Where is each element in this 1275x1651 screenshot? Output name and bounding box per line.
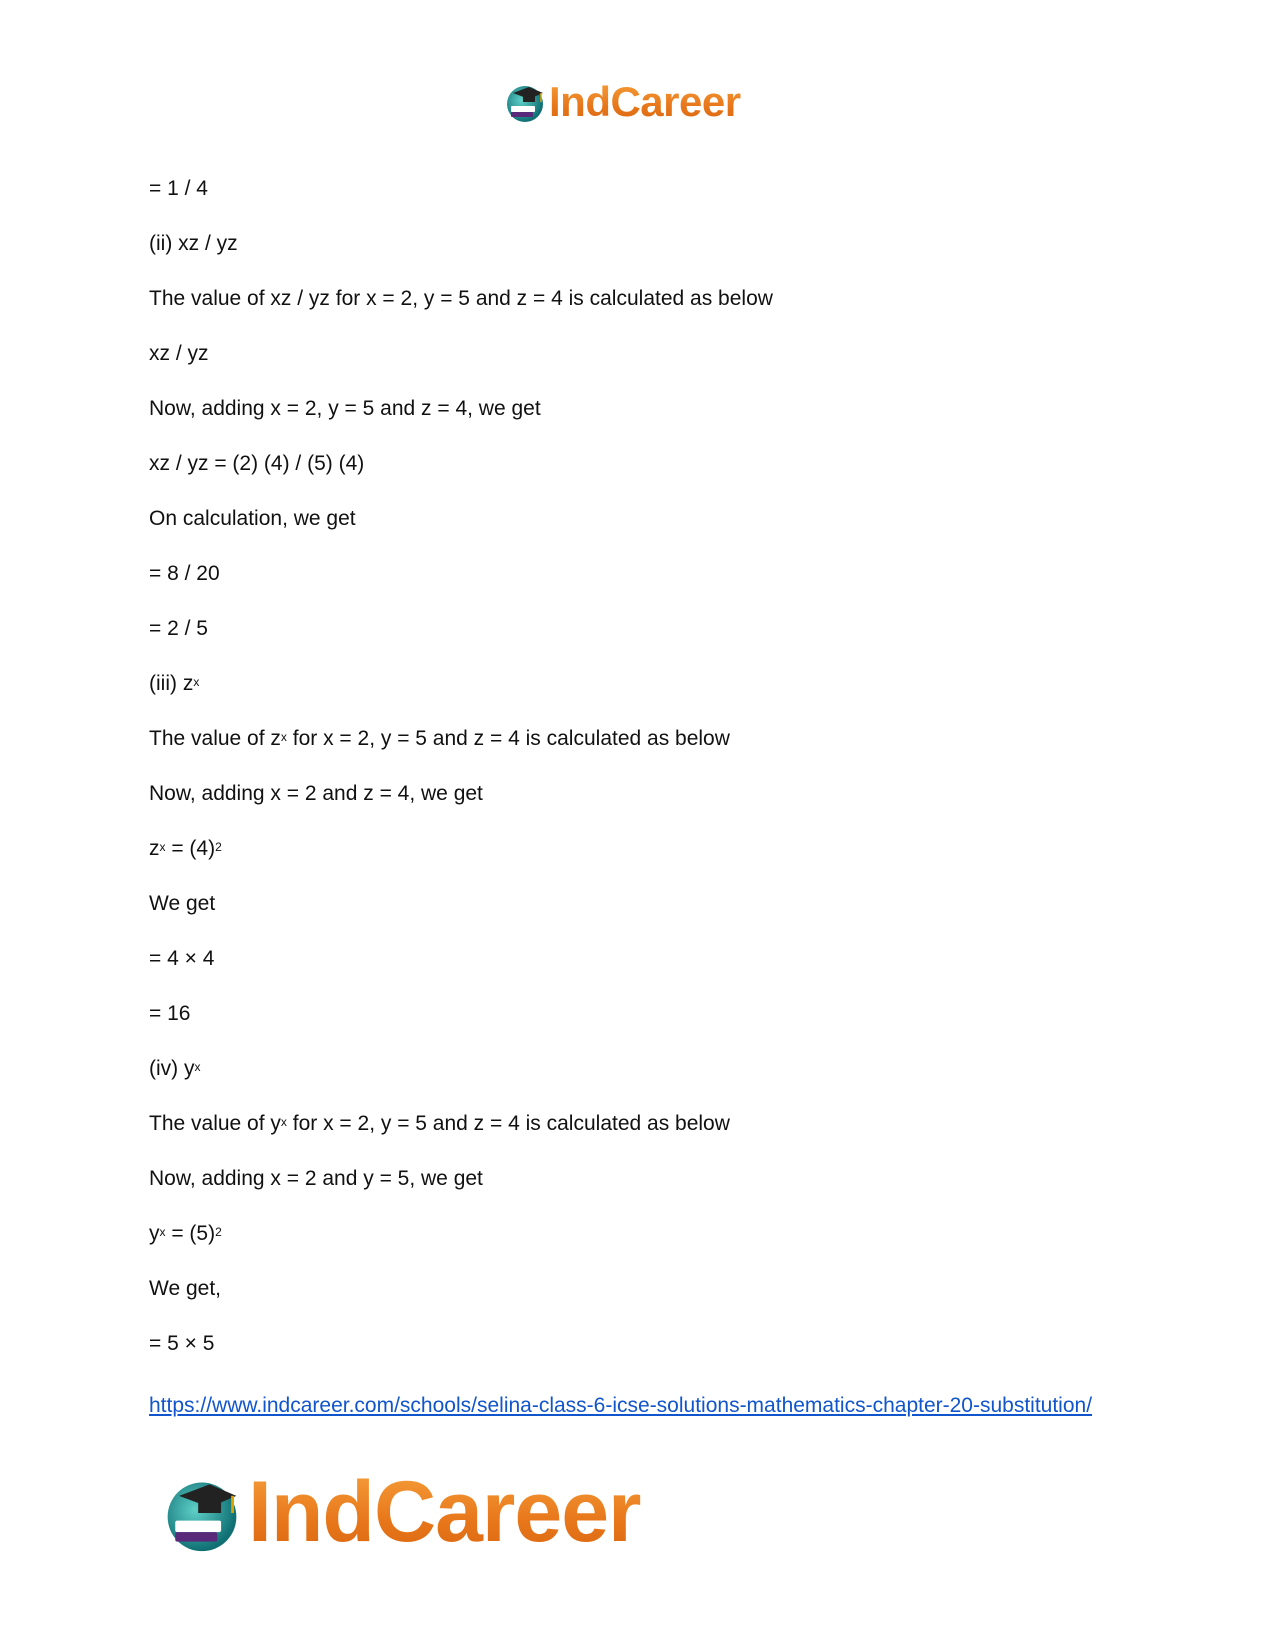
text-line: The value of xz / yz for x = 2, y = 5 and z = 4 is calculated as below — [149, 287, 773, 310]
superscript: x — [280, 1115, 287, 1129]
text-line: $z^x = (4)^2$ — [149, 837, 222, 860]
text-line: = 1 / 4 — [149, 177, 208, 200]
text-line: (iv) $y^x$ — [149, 1057, 201, 1080]
superscript: x — [193, 675, 200, 689]
text-line: = 2 / 5 — [149, 617, 208, 640]
text-line: Now, adding x = 2 and z = 4, we get — [149, 782, 483, 805]
source-link[interactable]: https://www.indcareer.com/schools/selina-class-6-icse-solutions-mathematics-chapter-20-substitution/ — [149, 1394, 1093, 1417]
superscript: x — [159, 840, 166, 854]
text-line: We get — [149, 892, 216, 915]
text-line: $y^x = (5)^2$ — [149, 1222, 222, 1245]
text-line: = 8 / 20 — [149, 562, 220, 585]
text-line: = 4 × 4 — [149, 947, 215, 970]
text-line: Now, adding x = 2, y = 5 and z = 4, we get — [149, 397, 541, 420]
text-line: We get, — [149, 1277, 221, 1300]
superscript: x — [194, 1060, 201, 1074]
text-line: Now, adding x = 2 and y = 5, we get — [149, 1167, 483, 1190]
logo-wordmark: IndCareer — [549, 78, 741, 125]
text-line: xz / yz — [149, 342, 209, 365]
text-line: = 16 — [149, 1002, 191, 1025]
text-line: = 5 × 5 — [149, 1332, 215, 1355]
text-line: (iii) $z^x$ — [149, 672, 200, 695]
solution-text — [149, 175, 1129, 1385]
graduation-globe-icon — [503, 80, 547, 124]
graduation-globe-icon — [160, 1471, 244, 1555]
text-line: xz / yz = (2) (4) / (5) (4) — [149, 452, 365, 475]
superscript: x — [280, 730, 287, 744]
superscript: 2 — [215, 1225, 222, 1239]
text-line: (ii) xz / yz — [149, 232, 238, 255]
superscript: x — [159, 1225, 166, 1239]
text-line: On calculation, we get — [149, 507, 356, 530]
text-line: The value of $y^x$ for x = 2, y = 5 and z = 4 is calculated as below — [149, 1112, 730, 1135]
text-line: The value of $z^x$ for x = 2, y = 5 and z = 4 is calculated as below — [149, 727, 730, 750]
indcareer-logo-footer — [160, 1463, 641, 1562]
indcareer-logo-header — [503, 78, 741, 126]
logo-wordmark: IndCareer — [248, 1464, 641, 1560]
superscript: 2 — [215, 840, 222, 854]
